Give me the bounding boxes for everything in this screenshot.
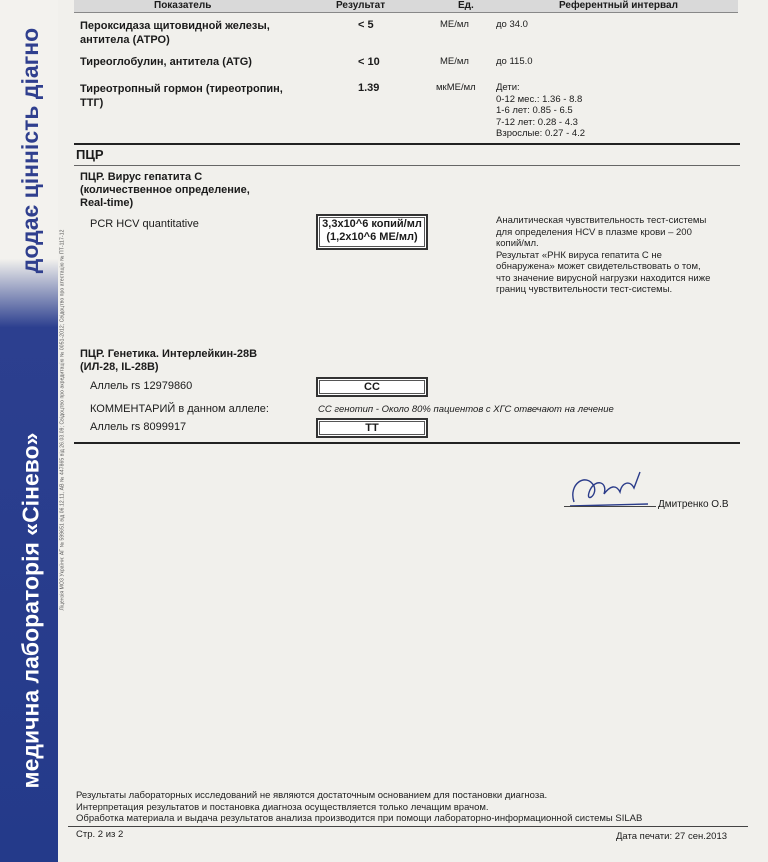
header-result: Результат [336,0,386,11]
table-header [74,0,738,13]
report-page [68,0,764,862]
reference-value: до 115.0 [496,56,533,67]
unit-value: МЕ/мл [440,56,469,67]
brand-strip [0,0,58,862]
result-value: 1.39 [358,82,380,94]
license-fine-print: Ліцензія МОЗ України: АГ № 599651 від 06.12.11, АВ № 447865 від 26.03.09; Свідоцтво про акредитацію № 0051-2012; Свідоцтво про атестацію № ПТ-117-12 [59,229,65,611]
result-value: < 10 [358,56,380,68]
section-divider [74,442,740,444]
table-row: Пероксидаза щитовидной железы, антитела (АТРО) [80,20,270,46]
unit-value: МЕ/мл [440,19,469,30]
genetics-test-title: ПЦР. Генетика. Интерлейкин-28В (ИЛ-28, IL-28B) [80,348,258,373]
result-value: < 5 [358,19,374,31]
print-date: Дата печати: 27 сен.2013 [616,831,728,842]
reference-value: до 34.0 [496,19,528,30]
hcv-test-title: ПЦР. Вирус гепатита С (количественное определение, Real-time) [80,171,250,209]
hcv-note: Аналитическая чувствительность тест-системы для определения HCV в плазме крови – 200 копий/мл. Результат «РНК вируса гепатита С не обнаружена» может свидетельствовать о том, что значение вирусной нагрузки находится ниже границ чувствительности тест-системы. [496,215,711,295]
footer-disclaimer: Результаты лабораторных исследований не являются достаточным основанием для постановки диагноза. Интерпретация результатов и постановка диагноза осуществляется только лечащим врачом. Обработка материала и выдача результатов анализа производится при помощи лабораторно-информационной системы SILAB [76,790,643,824]
header-indicator: Показатель [154,0,212,11]
tagline-text: додає цінність діагно [17,27,44,273]
hcv-result-box: 3,3x10^6 копий/мл (1,2x10^6 МЕ/мл) [316,214,428,250]
header-unit: Ед. [458,0,474,11]
comment-label: КОММЕНТАРИЙ в данном аллеле: [90,403,269,415]
unit-value: мкМЕ/мл [436,82,476,93]
allele1-label: Аллель rs 12979860 [90,380,193,392]
brand-name: медична лабораторія «Сінево» [17,432,44,788]
table-row: Тиреотропный гормон (тиреотропин, ТТГ) [80,83,283,109]
allele2-label: Аллель rs 8099917 [90,421,187,433]
allele1-result-box: CC [316,377,428,397]
section-title-pcr: ПЦР [76,147,104,162]
hcv-label: PCR HCV quantitative [90,218,199,230]
section-divider [74,143,740,145]
section-divider [74,165,740,166]
header-reference: Референтный интервал [559,0,678,11]
allele2-result-box: TT [316,418,428,438]
reference-value: Дети: 0-12 мес.: 1.36 - 8.8 1-6 лет: 0.85 - 6.5 7-12 лет: 0.28 - 4.3 Взрослые: 0.27 - 4.2 [496,82,586,139]
signer-name: Дмитренко О.В [658,499,729,510]
comment-text: СС генотип - Около 80% пациентов с ХГС отвечают на лечение [318,404,614,415]
page-number: Стр. 2 из 2 [76,829,124,840]
table-row: Тиреоглобулин, антитела (ATG) [80,56,252,68]
